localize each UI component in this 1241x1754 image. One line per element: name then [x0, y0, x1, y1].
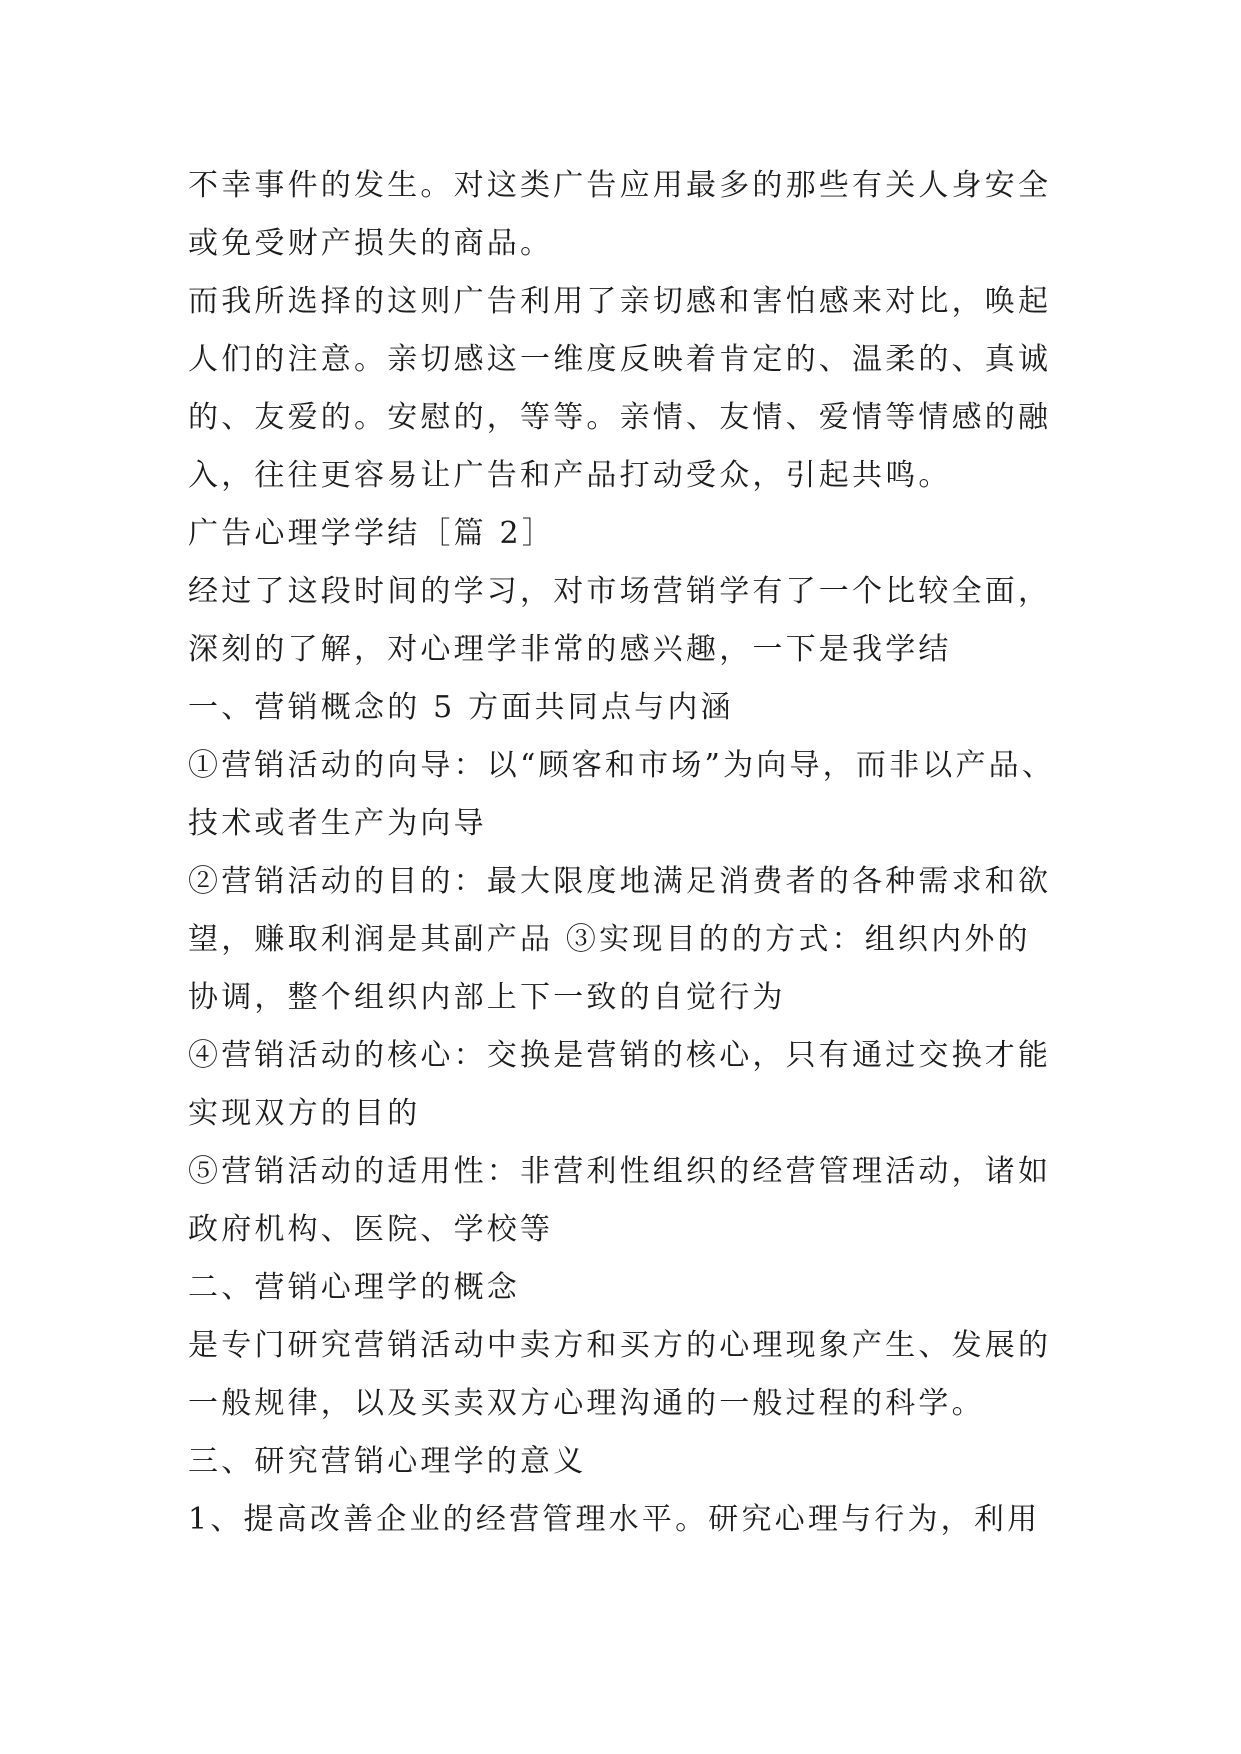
body-text-line: ⑤营销活动的适用性：非营利性组织的经营管理活动，诸如	[188, 1154, 1052, 1189]
body-text-line: 望，赚取利润是其副产品 ③实现目的的方式：组织内外的	[188, 922, 1031, 957]
body-text-line: 1、提高改善企业的经营管理水平。研究心理与行为，利用	[188, 1502, 1041, 1537]
body-text-line: ④营销活动的核心：交换是营销的核心，只有通过交换才能	[188, 1038, 1052, 1073]
body-text-line: 不幸事件的发生。对这类广告应用最多的那些有关人身安全	[188, 168, 1052, 203]
body-text-line: 技术或者生产为向导	[188, 806, 487, 841]
body-text-line: 而我所选择的这则广告利用了亲切感和害怕感来对比，唤起	[188, 284, 1052, 319]
body-text-line: 是专门研究营销活动中卖方和买方的心理现象产生、发展的	[188, 1328, 1052, 1363]
body-text-line: 深刻的了解，对心理学非常的感兴趣，一下是我学结	[188, 632, 952, 667]
section-heading: 三、研究营销心理学的意义	[188, 1444, 587, 1479]
body-text-line: ①营销活动的向导：以“顾客和市场”为向导，而非以产品、	[188, 748, 1056, 783]
body-text-line: 的、友爱的。安慰的，等等。亲情、友情、爱情等情感的融	[188, 400, 1052, 435]
section-heading: 二、营销心理学的概念	[188, 1270, 520, 1305]
body-text-line: ②营销活动的目的：最大限度地满足消费者的各种需求和欲	[188, 864, 1052, 899]
section-heading: 广告心理学学结［篇 2］	[188, 516, 556, 551]
body-text-line: 实现双方的目的	[188, 1096, 421, 1131]
body-text-line: 政府机构、医院、学校等	[188, 1212, 554, 1247]
body-text-line: 入，往往更容易让广告和产品打动受众，引起共鸣。	[188, 458, 952, 493]
section-heading: 一、营销概念的 5 方面共同点与内涵	[188, 690, 734, 725]
body-text-line: 协调，整个组织内部上下一致的自觉行为	[188, 980, 786, 1015]
body-text-line: 人们的注意。亲切感这一维度反映着肯定的、温柔的、真诚	[188, 342, 1052, 377]
body-text-line: 一般规律，以及买卖双方心理沟通的一般过程的科学。	[188, 1386, 985, 1421]
body-text-line: 或免受财产损失的商品。	[188, 226, 554, 261]
body-text-line: 经过了这段时间的学习，对市场营销学有了一个比较全面，	[188, 574, 1052, 609]
